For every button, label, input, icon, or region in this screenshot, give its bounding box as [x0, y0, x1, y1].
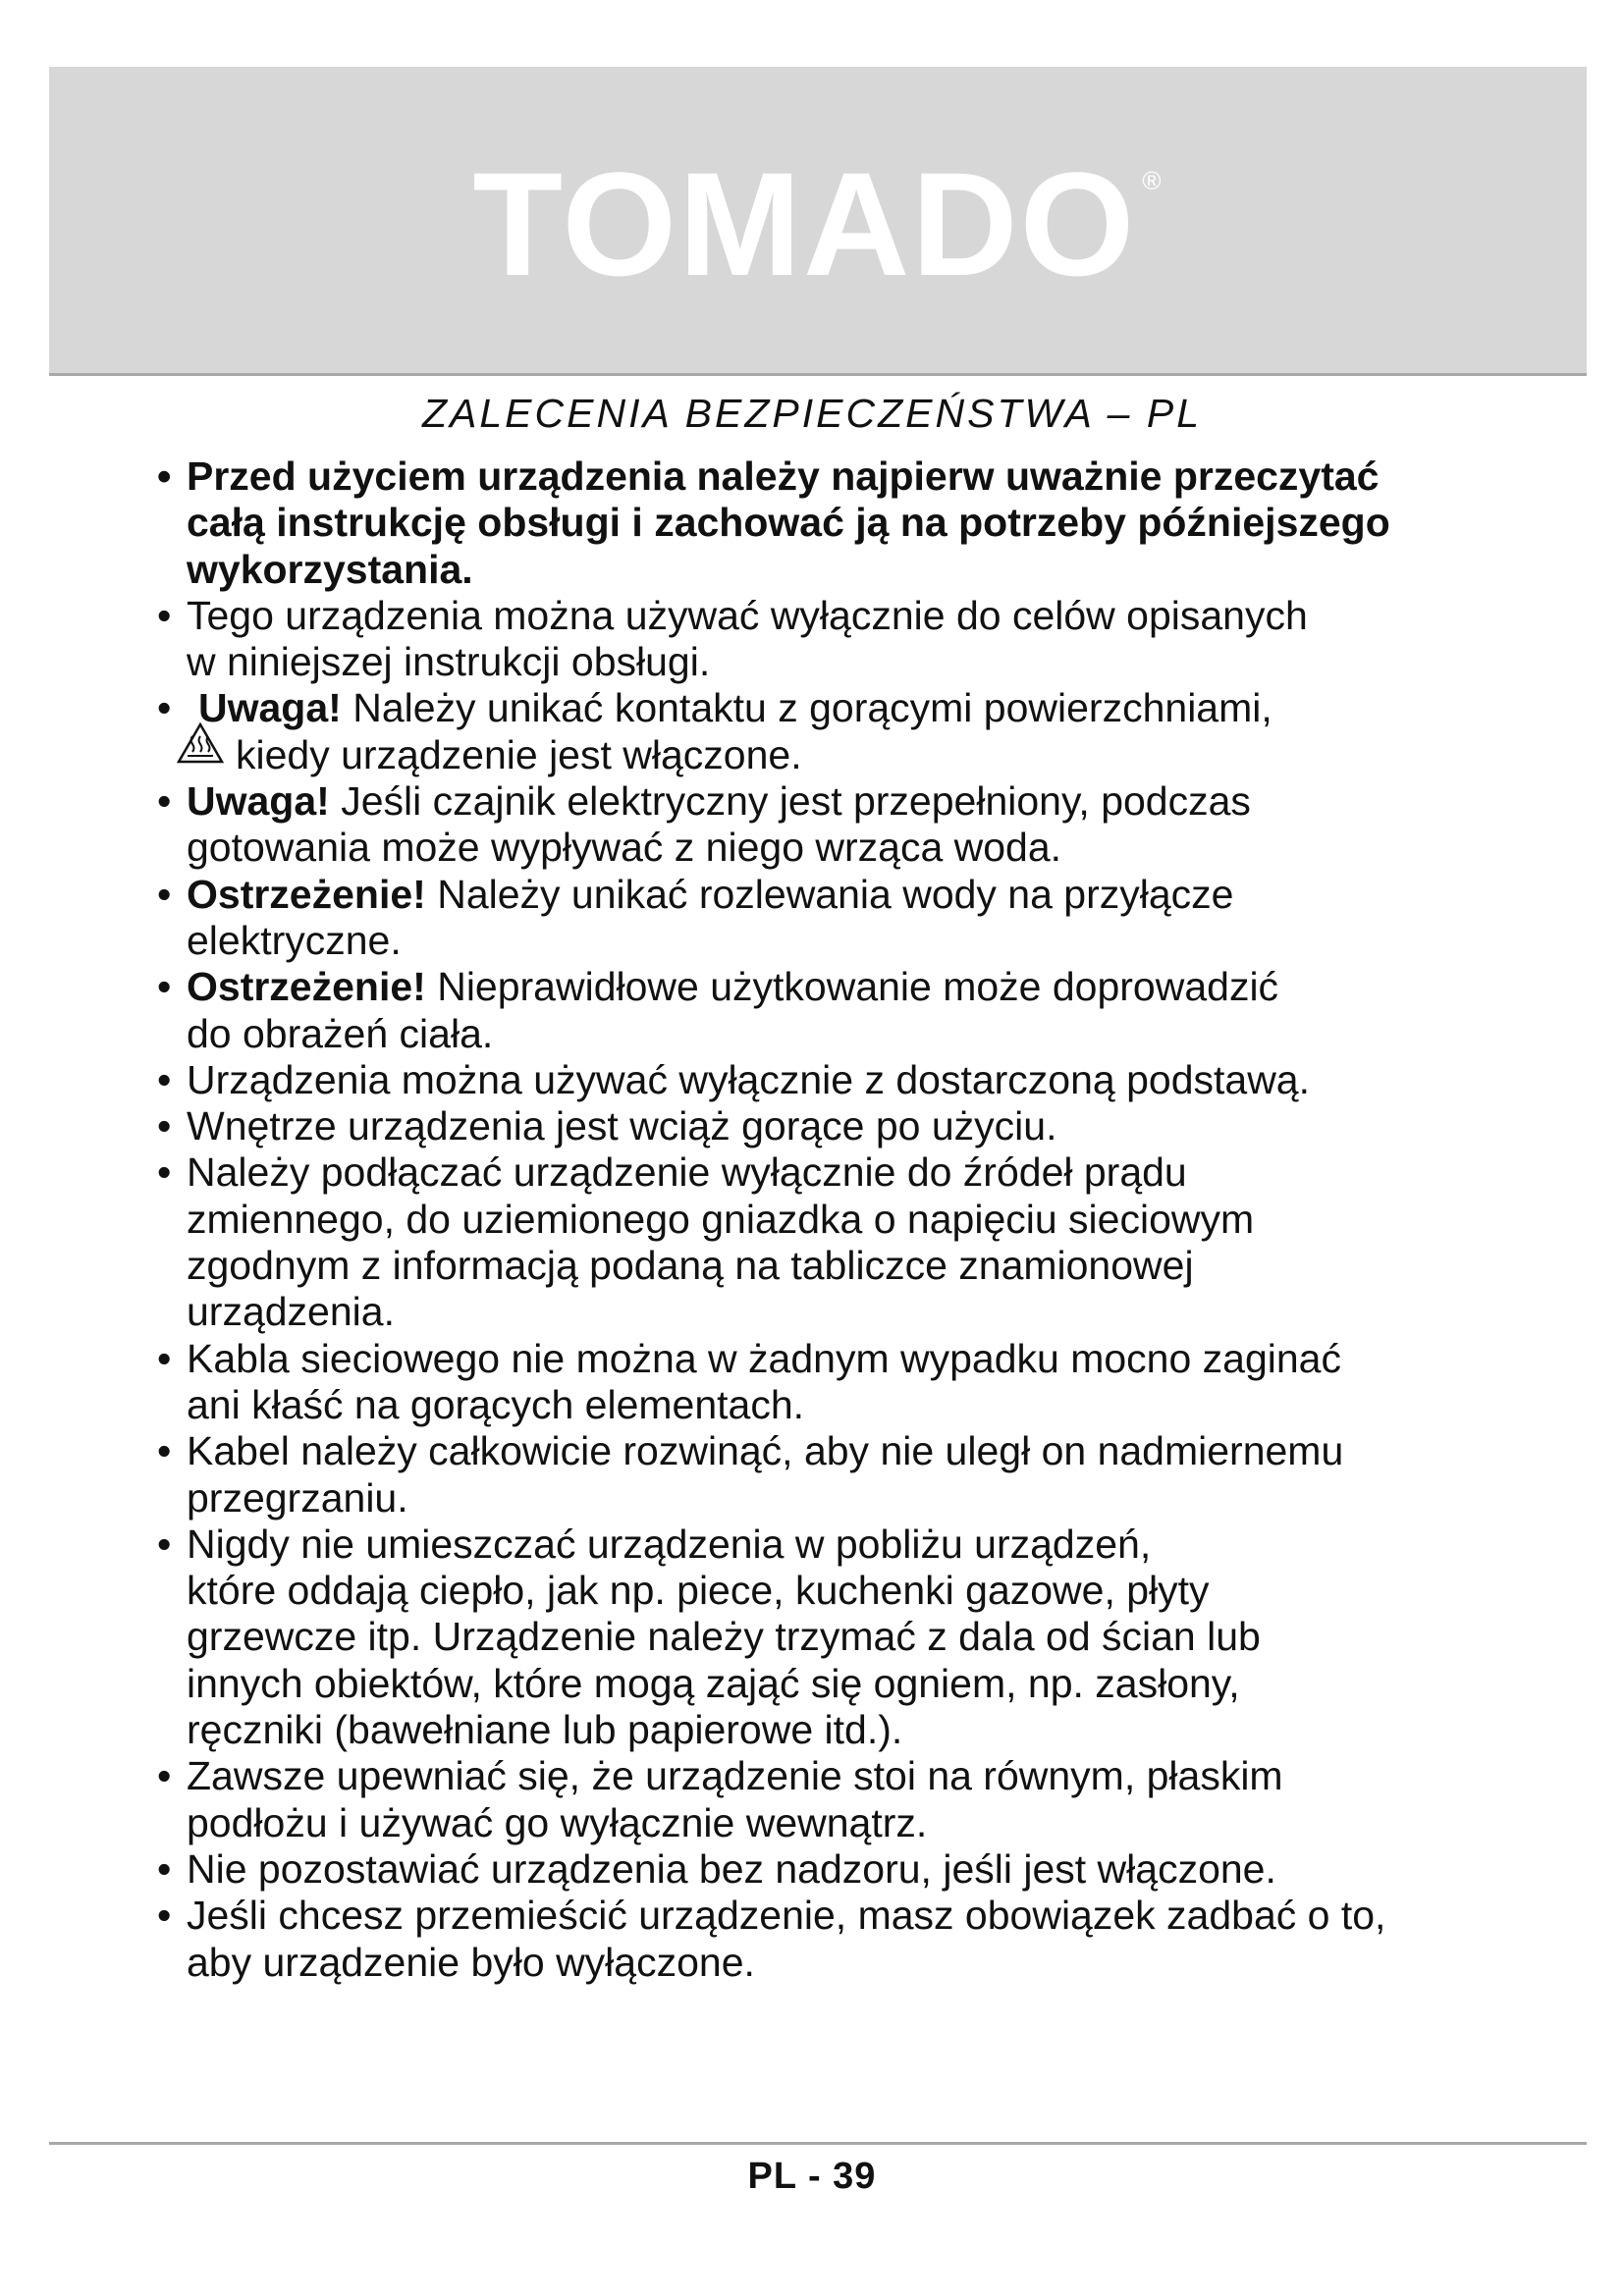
header-band: [49, 67, 1587, 376]
bullet: •: [157, 1056, 172, 1102]
page-number: PL - 39: [747, 2156, 877, 2197]
item-line: Jeśli chcesz przemieścić urządzenie, masz obowiązek zadbać o to,: [187, 1893, 1386, 1939]
warning-label: Uwaga!: [187, 778, 330, 825]
bullet: •: [157, 1521, 172, 1567]
item-line: Nigdy nie umieszczać urządzenia w pobliżu urządzeń,: [187, 1521, 1152, 1567]
bullet: •: [157, 1893, 172, 1939]
item-line: Wnętrze urządzenia jest wciąż gorące po użyciu.: [187, 1103, 1057, 1149]
caution-label: Ostrzeżenie!: [187, 871, 426, 917]
item-line: Urządzenia można używać wyłącznie z dostarczoną podstawą.: [187, 1056, 1310, 1102]
bullet: •: [157, 1149, 172, 1196]
safety-item: [157, 1428, 1492, 1522]
item-line: zgodnym z informacją podaną na tabliczce znamionowej: [187, 1243, 1194, 1289]
bullet: •: [157, 1335, 172, 1381]
item-line: wykorzystania.: [187, 546, 473, 592]
item-line: które oddają ciepło, jak np. piece, kuchenki gazowe, płyty: [187, 1568, 1210, 1614]
item-line: [187, 685, 1492, 731]
item-line: gotowania może wypływać z niego wrząca woda.: [187, 825, 1062, 871]
item-text: Należy unikać kontaktu z gorącymi powierzchniami,: [341, 685, 1272, 731]
item-text: Należy unikać rozlewania wody na przyłącze: [425, 871, 1234, 917]
safety-item: [157, 1753, 1492, 1846]
item-line: Tego urządzenia można używać wyłącznie do celów opisanych: [187, 592, 1308, 638]
bullet: •: [157, 454, 172, 499]
item-line: [187, 964, 1492, 1010]
item-line: całą instrukcję obsługi i zachować ją na potrzeby późniejszego: [187, 500, 1390, 546]
item-line: Kabla sieciowego nie można w żadnym wypadku mocno zaginać: [187, 1335, 1341, 1381]
section-title: ZALECENIA BEZPIECZEŃSTWA – PL: [421, 391, 1203, 436]
bullet: •: [157, 685, 172, 731]
safety-item: [157, 778, 1492, 872]
bullet: •: [157, 1103, 172, 1149]
footer-divider: [49, 2142, 1587, 2145]
safety-list: [157, 454, 1492, 1986]
safety-item: [157, 1336, 1492, 1429]
caution-label: Ostrzeżenie!: [187, 964, 426, 1010]
bullet: •: [157, 871, 172, 917]
bullet: •: [157, 1845, 172, 1892]
warning-label: Uwaga!: [198, 685, 342, 731]
bullet: •: [157, 778, 172, 825]
item-line: urządzenia.: [187, 1289, 395, 1335]
safety-item: [157, 685, 1492, 778]
item-line: [187, 778, 1492, 825]
item-line: Nie pozostawiać urządzenia bez nadzoru, jeśli jest włączone.: [187, 1845, 1276, 1892]
bullet: •: [157, 964, 172, 1010]
safety-item: [157, 1057, 1492, 1103]
item-line: kiedy urządzenie jest włączone.: [236, 731, 802, 777]
safety-item: [157, 1846, 1492, 1893]
item-line: Należy podłączać urządzenie wyłącznie do źródeł prądu: [187, 1149, 1187, 1196]
item-line: elektryczne.: [187, 917, 402, 963]
item-line: do obrażeń ciała.: [187, 1010, 494, 1056]
item-text: Jeśli czajnik elektryczny jest przepełniony, podczas: [329, 778, 1251, 825]
registered-mark: ®: [1142, 166, 1164, 195]
safety-item: [157, 1522, 1492, 1753]
item-line: podłożu i używać go wyłącznie wewnątrz.: [187, 1799, 928, 1845]
safety-item: [157, 964, 1492, 1057]
item-line: Przed użyciem urządzenia należy najpierw uważnie przeczytać: [187, 454, 1380, 499]
item-line: innych obiektów, które mogą zająć się ogniem, np. zasłony,: [187, 1660, 1240, 1706]
item-line: Zawsze upewniać się, że urządzenie stoi na równym, płaskim: [187, 1753, 1283, 1799]
bullet: •: [157, 1428, 172, 1474]
item-line: zmiennego, do uziemionego gniazdka o napięciu sieciowym: [187, 1196, 1255, 1242]
item-line: ani kłaść na gorących elementach.: [187, 1381, 805, 1427]
item-line: przegrzaniu.: [187, 1474, 408, 1521]
hot-surface-icon: [177, 722, 224, 764]
brand-logo: [49, 141, 1587, 306]
safety-item: [157, 593, 1492, 686]
safety-item: [157, 872, 1492, 965]
brand-name: TOMADO: [472, 141, 1137, 306]
item-line: w niniejszej instrukcji obsługi.: [187, 639, 711, 685]
bullet: •: [157, 1753, 172, 1799]
safety-item: [157, 1103, 1492, 1149]
item-text: Nieprawidłowe użytkowanie może doprowadzić: [425, 964, 1279, 1010]
safety-item: [157, 1149, 1492, 1335]
bullet: •: [157, 592, 172, 638]
item-line: [187, 872, 1492, 918]
item-line: grzewcze itp. Urządzenie należy trzymać z dala od ścian lub: [187, 1614, 1261, 1660]
item-line: ręczniki (bawełniane lub papierowe itd.).: [187, 1707, 903, 1753]
safety-item: [157, 454, 1492, 593]
safety-item: [157, 1893, 1492, 1986]
item-line: Kabel należy całkowicie rozwinąć, aby nie uległ on nadmiernemu: [187, 1428, 1344, 1474]
item-line: aby urządzenie było wyłączone.: [187, 1939, 755, 1985]
